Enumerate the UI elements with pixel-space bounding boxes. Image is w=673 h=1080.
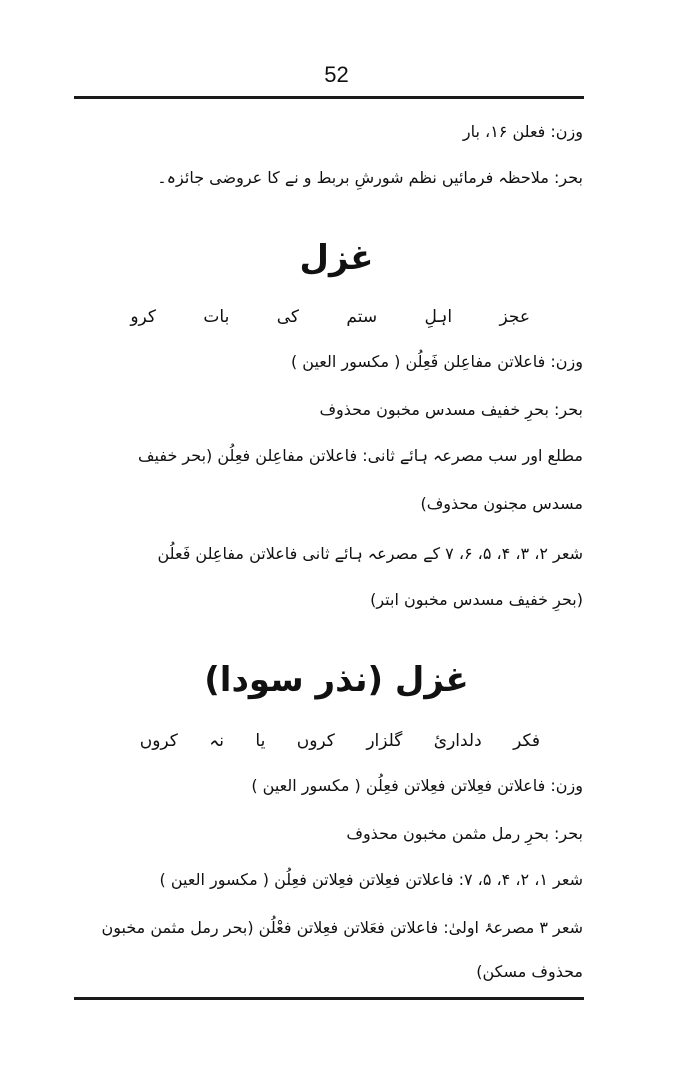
- ghazal1-note1-line2: مسدس مجنون محذوف): [420, 494, 583, 513]
- ghazal2-verse: [140, 730, 540, 751]
- ghazal1-verse: [130, 306, 530, 327]
- intro-bahr: بحر: ملاحظہ فرمائیں نظم شورشِ بربط و نے کا عروضی جائزہ۔: [157, 168, 583, 187]
- verse-word: فکر: [513, 731, 540, 751]
- ghazal1-note1-line1: مطلع اور سب مصرعہ ہائے ثانی: فاعلاتن مفاعِلن فعِلُن (بحر خفیف: [137, 446, 583, 465]
- bottom-rule: [74, 997, 584, 1000]
- verse-word: بات: [203, 307, 230, 327]
- ghazal2-heading: غزل (نذر سودا): [204, 660, 469, 700]
- ghazal2-wazn: وزن: فاعلاتن فعِلاتن فعِلاتن فعِلُن ( مکسور العین ): [251, 776, 583, 795]
- verse-word: اہلِ: [424, 307, 453, 327]
- ghazal2-note2-line1: شعر ۳ مصرعۂ اولیٰ: فاعلاتن فعَلاتن فعِلاتن فعْلُن (بحر رمل مثمن مخبون: [101, 918, 583, 937]
- ghazal1-note2-line1: شعر ۲، ۳، ۴، ۵، ۶، ۷ کے مصرعہ ہائے ثانی فاعلاتن مفاعِلن فَعلُن: [157, 544, 583, 563]
- verse-word: یا: [255, 731, 266, 751]
- top-rule: [74, 96, 584, 99]
- verse-word: کی: [276, 307, 300, 327]
- ghazal1-wazn: وزن: فاعلاتن مفاعِلن فَعِلُن ( مکسور العین ): [290, 352, 583, 371]
- ghazal2-note2-line2: محذوف مسکن): [476, 962, 583, 981]
- ghazal1-heading: غزل: [299, 238, 374, 278]
- ghazal1-note2-line2: (بحرِ خفیف مسدس مخبون ابتر): [370, 590, 583, 609]
- intro-wazn: وزن: فعلن ۱۶، بار: [462, 122, 583, 141]
- ghazal2-bahr: بحر: بحرِ رمل مثمن مخبون محذوف: [346, 824, 583, 843]
- verse-word: گلزار: [366, 731, 403, 751]
- page-number: 52: [324, 62, 349, 87]
- verse-word: کروں: [139, 731, 178, 751]
- verse-word: کروں: [296, 731, 335, 751]
- verse-word: نہ: [209, 731, 224, 751]
- verse-word: ستم: [346, 307, 378, 327]
- ghazal1-bahr: بحر: بحرِ خفیف مسدس مخبون محذوف: [319, 400, 583, 419]
- ghazal2-note1: شعر ۱، ۲، ۴، ۵، ۷: فاعلاتن فعِلاتن فعِلاتن فعِلُن ( مکسور العین ): [159, 870, 583, 889]
- verse-word: عجز: [499, 307, 530, 327]
- verse-word: دلداریٔ: [433, 731, 482, 751]
- verse-word: کرو: [130, 307, 157, 327]
